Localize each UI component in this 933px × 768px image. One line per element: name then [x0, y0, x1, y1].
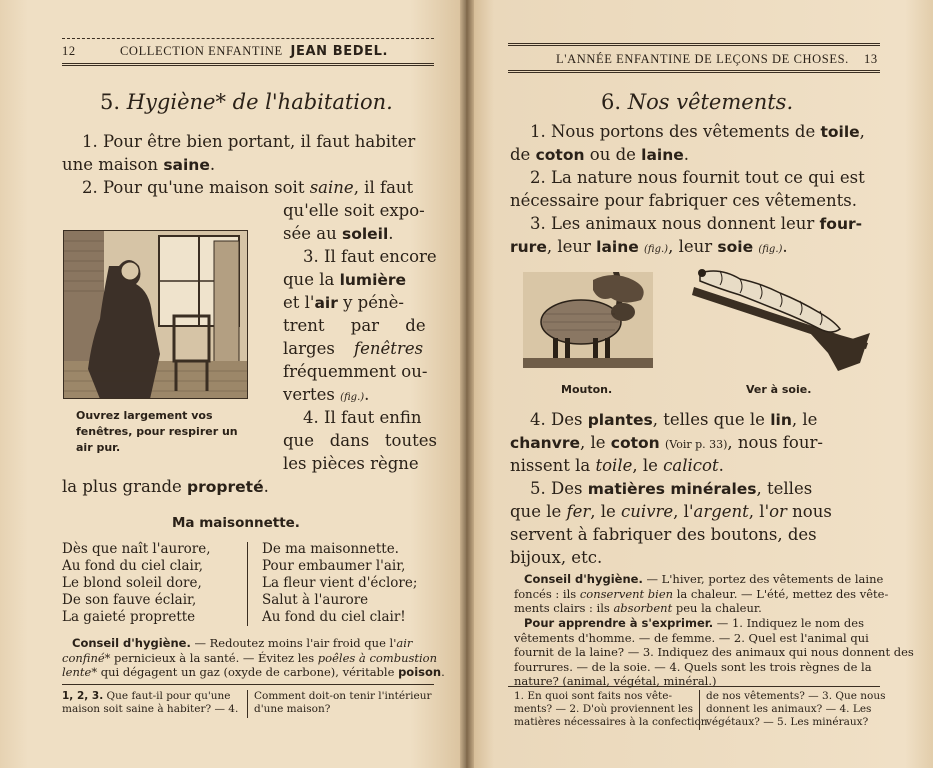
book-gutter	[460, 0, 474, 768]
lesson-title: 5. Hygiène* de l'habitation.	[100, 90, 393, 114]
paragraph-1-right: 1. Nous portons des vêtements de toile,	[530, 122, 865, 141]
sheep-caption: Mouton.	[561, 383, 613, 396]
poem-title: Ma maisonnette.	[172, 515, 300, 531]
questions-rule-right	[508, 686, 880, 687]
woman-sewing-engraving	[64, 231, 247, 398]
hygiene-advice: Conseil d'hygiène. — Redoutez moins l'air froid que l'air confiné* pernicieux à la santé. — Évitez les poêles à combustion lente* qui dégagent un gaz (oxyde de carbone), véritable poison.	[62, 636, 445, 679]
paragraph-4: 4. Il faut enfin	[303, 408, 422, 427]
paragraph-2-right: 2. La nature nous fournit tout ce qui est	[530, 168, 865, 187]
page-number-left: 12	[62, 44, 76, 58]
poem-divider	[247, 542, 248, 626]
questions-left-right: 1. En quoi sont faits nos vête- ments? — 2. D'où proviennent les matières nécessaires à la confection	[514, 690, 708, 728]
paragraph-4-right: 4. Des plantes, telles que le lin, le	[530, 410, 818, 429]
paragraph-1: 1. Pour être bien portant, il faut habiter	[82, 132, 416, 151]
poem-column-right: De ma maisonnette. Pour embaumer l'air, La fleur vient d'éclore; Salut à l'aurore Au fond du ciel clair!	[262, 541, 418, 625]
header-rule-top	[62, 38, 434, 39]
paragraph-5-right: 5. Des matières minérales, telles	[530, 479, 813, 498]
questions-divider-right	[699, 690, 700, 730]
hygiene-advice-right: Conseil d'hygiène. — L'hiver, portez des vêtements de laine foncés : ils conservent bien la chaleur. — L'été, mettez des vête- ments clairs : ils absorbent peu la chaleur.	[514, 572, 889, 615]
running-head-left: COLLECTION ENFANTINE JEAN BEDEL.	[120, 44, 388, 59]
silkworm-caption: Ver à soie.	[746, 383, 812, 396]
left-page: 12 COLLECTION ENFANTINE JEAN BEDEL. 5. Hygiène* de l'habitation. 1. Pour être bien portant, il faut habiter une maison saine. 2. Pour qu'une maison soit saine, il faut qu'elle soit expo- sée au soleil. 3. Il faut encore que la lumière et l'air y pénè- trent par de larges fenêtres fréquemment ou- vertes (fig.). 4. Il faut enfin que dans toutes les pièces règne la plus grande propreté. Ouvrez largement vos fenêtres, pour respirer un air pur. Ma maisonnette. Dès que naît l'aurore, Au fond du ciel clair, Le blond soleil dore, De son fauve éclair, La gaieté proprette De ma maisonnette. Pour embaumer l'air, La fleur vient d'éclore; Salut à l'aurore Au fond du ciel clair! Conseil d'hygiène. — Redoutez moins l'air froid que l'air confiné* pernicieux à la santé. — Évitez les poêles à combustion lente* qui dégagent un gaz (oxyde de carbone), véritable poison. 1, 2, 3. Que faut-il pour qu'une maison soit saine à habiter? — 4. Comment doit-on tenir l'intérieur d'une maison?	[0, 0, 466, 768]
paragraph-3-right: 3. Les animaux nous donnent leur four-	[530, 214, 863, 233]
header-rule-right	[508, 70, 880, 73]
header-rule	[62, 63, 434, 66]
questions-divider	[247, 690, 248, 718]
silkworm-engraving	[690, 265, 880, 373]
lesson-title-right: 6. Nos vêtements.	[601, 90, 794, 114]
header-rule-top-right	[508, 43, 880, 46]
questions-left: 1, 2, 3. Que faut-il pour qu'une maison soit saine à habiter? — 4.	[62, 690, 239, 715]
paragraph-2: 2. Pour qu'une maison soit saine, il faut	[82, 178, 414, 197]
questions-rule	[62, 684, 434, 685]
illustration-caption: Ouvrez largement vos fenêtres, pour respirer un air pur.	[76, 409, 238, 454]
paragraph-3: 3. Il faut encore	[303, 247, 437, 266]
expression-exercise: Pour apprendre à s'exprimer. — 1. Indiquez le nom des vêtements d'homme. — de femme. — 2. Quel est l'animal qui fournit de la laine? — 3. Indiquez des animaux qui nous donnent des fourrures. — de la soie. — 4. Quels sont les trois règnes de la nature? (animal, végétal, minéral.)	[514, 616, 914, 688]
sheep-engraving	[523, 272, 653, 368]
questions-right-right: de nos vêtements? — 3. Que nous donnent les animaux? — 4. Les végétaux? — 5. Les minéraux?	[706, 690, 886, 728]
right-page: L'ANNÉE ENFANTINE DE LEÇONS DE CHOSES. 13 6. Nos vêtements. 1. Nous portons des vêtements de toile, de coton ou de laine. 2. La nature nous fournit tout ce qui est nécessaire pour fabriquer ces vêtements. 3. Les animaux nous donnent leur four- rure, leur laine (fig.), leur soie (fig.). Mouton. Ver à soie. 4. Des plantes, telles que le lin, le chanvre, le coton (Voir p. 33), nous four- nissent la toile, le calicot. 5. Des matières minérales, telles que le fer, le cuivre, l'argent, l'or nous servent à fabriquer des boutons, des bijoux, etc. Conseil d'hygiène. — L'hiver, portez des vêtements de laine foncés : ils conservent bien la chaleur. — L'été, mettez des vête- ments clairs : ils absorbent peu la chaleur. Pour apprendre à s'exprimer. — 1. Indiquez le nom des vêtements d'homme. — de femme. — 2. Quel est l'animal qui fournit de la laine? — 3. Indiquez des animaux qui nous donnent des fourrures. — de la soie. — 4. Quels sont les trois règnes de la nature? (animal, végétal, minéral.) 1. En quoi sont faits nos vête- ments? — 2. D'où proviennent les matières nécessaires à la confection de nos vêtements? — 3. Que nous donnent les animaux? — 4. Les végétaux? — 5. Les minéraux?	[466, 0, 933, 768]
silkworm-illustration	[690, 265, 880, 373]
page-number-right: 13	[864, 52, 878, 66]
sheep-illustration	[523, 272, 653, 368]
running-head-right: L'ANNÉE ENFANTINE DE LEÇONS DE CHOSES.	[556, 52, 849, 66]
questions-right: Comment doit-on tenir l'intérieur d'une maison?	[254, 690, 432, 715]
poem-column-left: Dès que naît l'aurore, Au fond du ciel clair, Le blond soleil dore, De son fauve éclair, La gaieté proprette	[62, 541, 211, 625]
woman-sewing-illustration	[63, 230, 248, 399]
